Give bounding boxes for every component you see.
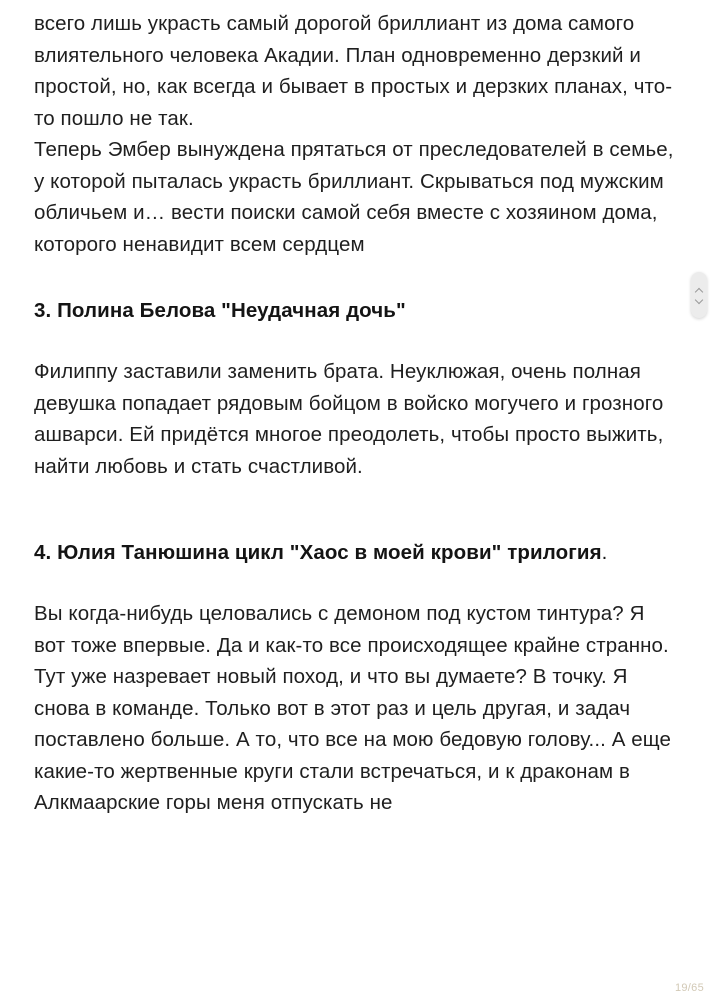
chevron-down-icon[interactable]: [696, 297, 703, 301]
heading-book-3: 3. Полина Белова "Неудачная дочь": [34, 299, 406, 322]
paragraph-2: Теперь Эмбер вынуждена прятаться от преследователей в семье, у которой пыталась украсть бриллиант. Скрываться под мужским обличьем и… вести поиски самой себя вместе с хозяином дома, которого ненавидит всем сердцем: [34, 138, 674, 256]
heading-book-4-main: 4. Юлия Танюшина цикл "Хаос в моей крови" трилогия: [34, 541, 602, 564]
spacer: [34, 260, 678, 296]
heading-book-4-tail: .: [601, 541, 608, 564]
paragraph-3: Филиппу заставили заменить брата. Неуклюжая, очень полная девушка попадает рядовым бойцом в войско могучего и грозного ашварси. Ей придётся многое преодолеть, чтобы просто выжить, найти любовь и стать счастливой.: [34, 360, 664, 478]
chevron-up-icon[interactable]: [696, 289, 703, 293]
spacer: [34, 568, 678, 598]
page-counter: 19/65: [674, 982, 704, 994]
paragraph-continued: всего лишь украсть самый дорогой бриллиант из дома самого влиятельного человека Акадии. План одновременно дерзкий и простой, но, как всегда и бывает в простых и дерзких планах, что-то пошло не так.: [34, 12, 673, 130]
heading-book-4: [34, 538, 678, 568]
scrollbar-handle[interactable]: [691, 272, 707, 318]
paragraph-4: Вы когда-нибудь целовались с демоном под кустом тинтура? Я вот тоже впервые. Да и как-то все происходящее крайне странно. Тут уже назревает новый поход, и что вы думаете? В точку. Я снова в команде. Только вот в этот раз и цель другая, и задач поставлено больше. А то, что все на мою бедовую голову... А еще какие-то жертвенные круги стали встречаться, и к драконам в Алкмаарские горы меня отпускать не: [34, 602, 672, 814]
spacer: [34, 482, 678, 538]
spacer: [34, 326, 678, 356]
